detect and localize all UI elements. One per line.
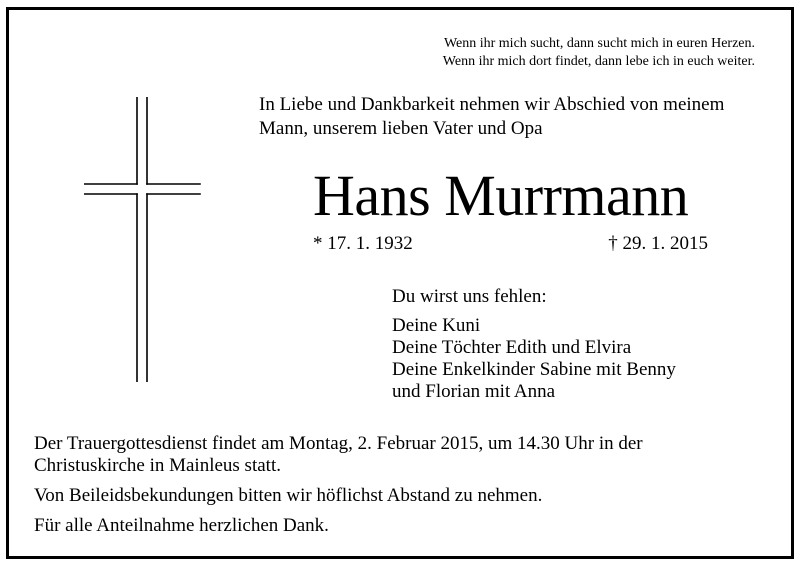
intro-text [259, 93, 724, 141]
intro-line-2: Mann, unserem lieben Vater und Opa [259, 118, 543, 139]
mourner-line: Deine Enkelkinder Sabine mit Benny [392, 359, 676, 380]
deceased-name: Hans Murrmann [313, 163, 689, 228]
mourner-line: Deine Kuni [392, 315, 481, 336]
condolences-note: Von Beileidsbekundungen bitten wir höflichst Abstand zu nehmen. [34, 485, 543, 506]
motto-line-2: Wenn ihr mich dort findet, dann lebe ich in euch weiter. [442, 54, 755, 69]
service-info-line-1: Der Trauergottesdienst findet am Montag, 2. Februar 2015, um 14.30 Uhr in der [34, 433, 643, 454]
thanks-note: Für alle Anteilnahme herzlichen Dank. [34, 515, 329, 536]
mourner-line: Deine Töchter Edith und Elvira [392, 337, 632, 358]
motto-line-1: Wenn ihr mich sucht, dann sucht mich in euren Herzen. [443, 36, 755, 51]
birth-date: * 17. 1. 1932 [313, 233, 413, 254]
motto-quote [360, 35, 755, 71]
intro-line-1: In Liebe und Dankbarkeit nehmen wir Abschied von meinem [259, 94, 725, 115]
mourners-list [392, 286, 676, 403]
mourners-lead: Du wirst uns fehlen: [392, 286, 547, 307]
mourner-line: und Florian mit Anna [392, 381, 556, 402]
footer-notes [34, 433, 643, 537]
service-info-line-2: Christuskirche in Mainleus statt. [34, 455, 281, 476]
death-date: † 29. 1. 2015 [608, 233, 708, 254]
cross-icon [84, 97, 204, 382]
